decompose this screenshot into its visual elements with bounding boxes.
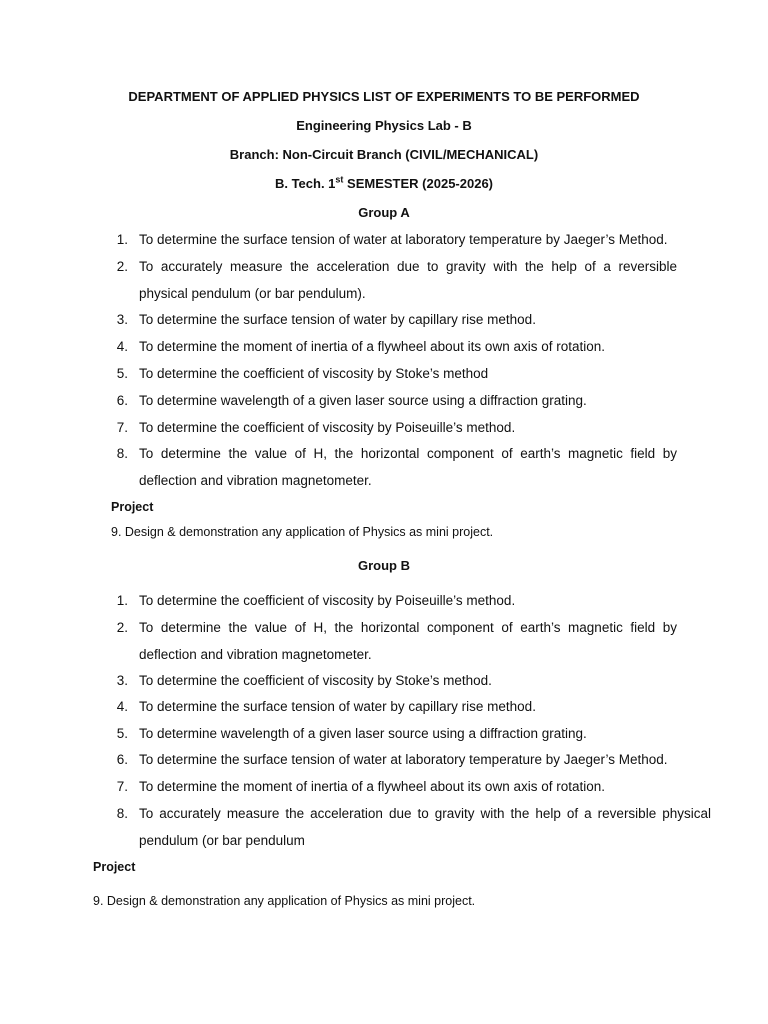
item-number: 3. — [116, 673, 128, 688]
item-number: 1. — [116, 232, 128, 247]
item-number: 2. — [116, 620, 128, 635]
semester-superscript: st — [335, 174, 344, 185]
item-text: To accurately measure the acceleration due to gravity with the help of a reversible physical pendulum (or bar pendulum). — [139, 259, 677, 301]
item-number: 6. — [116, 393, 128, 408]
item-text: To determine the coefficient of viscosity by Stoke’s method. — [139, 673, 492, 688]
item-text: To determine the moment of inertia of a flywheel about its own axis of rotation. — [139, 779, 605, 794]
item-text: To determine the surface tension of water by capillary rise method. — [139, 312, 536, 327]
item-text: To determine the surface tension of water by capillary rise method. — [139, 699, 536, 714]
item-number: 5. — [116, 366, 128, 381]
item-text: To determine the value of H, the horizontal component of earth’s magnetic field by deflection and vibration magnetometer. — [139, 446, 677, 488]
lab-title: Engineering Physics Lab - B — [296, 118, 472, 133]
group-b-project-label: Project — [93, 860, 136, 874]
item-text: To determine the moment of inertia of a flywheel about its own axis of rotation. — [139, 339, 605, 354]
group-a-title: Group A — [358, 205, 410, 220]
item-text: To determine the surface tension of water at laboratory temperature by Jaeger’s Method. — [139, 752, 668, 767]
item-number: 5. — [116, 726, 128, 741]
item-text: To determine the coefficient of viscosity by Poiseuille’s method. — [139, 593, 516, 608]
item-number: 1. — [116, 593, 128, 608]
department-heading: DEPARTMENT OF APPLIED PHYSICS LIST OF EXPERIMENTS TO BE PERFORMED — [128, 89, 640, 104]
group-a-project-text: 9. Design & demonstration any application of Physics as mini project. — [111, 525, 494, 539]
item-number: 7. — [116, 779, 128, 794]
item-number: 2. — [116, 259, 128, 274]
item-text: To determine the value of H, the horizontal component of earth’s magnetic field by deflection and vibration magnetometer. — [139, 620, 677, 662]
item-text: To determine the coefficient of viscosity by Stoke’s method — [139, 366, 489, 381]
item-number: 8. — [116, 806, 128, 821]
semester-suffix: SEMESTER (2025-2026) — [343, 176, 494, 191]
item-text: To accurately measure the acceleration due to gravity with the help of a reversible physical pendulum (or bar pendulum — [139, 806, 711, 848]
semester-prefix: B. Tech. 1 — [274, 176, 336, 191]
item-number: 4. — [116, 339, 128, 354]
group-a-project-label: Project — [111, 500, 154, 514]
item-number: 8. — [116, 446, 128, 461]
item-text: To determine the surface tension of water at laboratory temperature by Jaeger’s Method. — [139, 232, 668, 247]
item-number: 3. — [116, 312, 128, 327]
group-b-project-text: 9. Design & demonstration any application of Physics as mini project. — [93, 894, 476, 908]
item-text: To determine wavelength of a given laser source using a diffraction grating. — [139, 393, 587, 408]
branch-title: Branch: Non-Circuit Branch (CIVIL/MECHANICAL) — [229, 147, 539, 162]
item-number: 4. — [116, 699, 128, 714]
item-number: 7. — [116, 420, 128, 435]
item-text: To determine wavelength of a given laser source using a diffraction grating. — [139, 726, 587, 741]
group-b-title: Group B — [358, 558, 410, 573]
item-text: To determine the coefficient of viscosity by Poiseuille’s method. — [139, 420, 516, 435]
semester-title — [0, 176, 768, 192]
item-number: 6. — [116, 752, 128, 767]
